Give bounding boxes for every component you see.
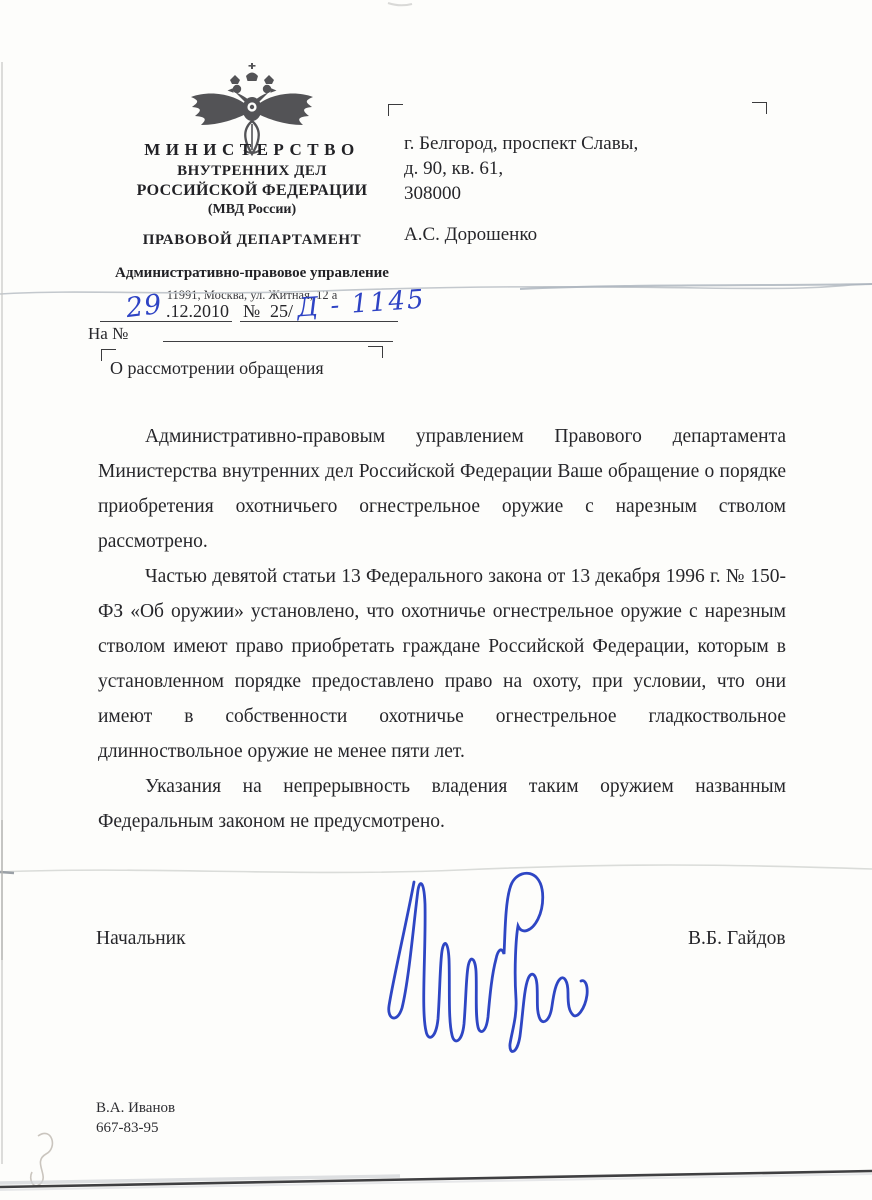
subject-corner-mark-right [368, 346, 383, 358]
executor-name: В.А. Иванов [96, 1100, 176, 1116]
body-paragraph-3: Указания на непрерывность владения таким оружием названным Федеральным законом не предусмотрено. [98, 776, 786, 832]
recipient-corner-mark-right [752, 102, 767, 114]
handwritten-date-day: 29 [124, 288, 165, 325]
executor-phone: 667-83-95 [96, 1120, 159, 1136]
handwritten-signature-icon [378, 858, 618, 1078]
recipient-block [404, 131, 638, 247]
recipient-address-line3: 308000 [404, 183, 461, 204]
printed-date: .12.2010 [166, 301, 229, 321]
letter-subject: О рассмотрении обращения [110, 358, 324, 378]
recipient-name: А.С. Дорошенко [404, 224, 538, 245]
ministry-name-line3: РОССИЙСКОЙ ФЕДЕРАЦИИ [136, 182, 368, 199]
ministry-name-line1: МИНИСТЕРСТВО [144, 140, 360, 159]
reply-to-number-label: На № [88, 324, 129, 343]
letter-body [98, 419, 786, 839]
executor-footer [96, 1098, 175, 1138]
signer-title: Начальник [96, 928, 186, 949]
handwritten-outgoing-number: Д - 1145 [296, 284, 427, 324]
body-paragraph-2: Частью девятой статьи 13 Федерального закона от 13 декабря 1996 г. № 150-ФЗ «Об оружии» установлено, что охотничье огнестрельное оружие с нарезным стволом имеют право приобретать граждане Российской Федерации, которым в установленном порядке предоставлено право на охоту, при условии, что они имеют в собственности охотничье огнестрельное гладкоствольное длинноствольное оружие не менее пяти лет. [98, 566, 786, 762]
recipient-address-line2: д. 90, кв. 61, [404, 158, 504, 179]
recipient-corner-mark-left [388, 104, 403, 116]
outgoing-number-prefix: 25/ [270, 301, 294, 321]
department-name: ПРАВОВОЙ ДЕПАРТАМЕНТ [142, 232, 362, 248]
recipient-address-line1: г. Белгород, проспект Славы, [404, 133, 639, 154]
division-name: Административно-правовое управление [115, 265, 389, 281]
number-sign-label: № [243, 301, 261, 321]
ministry-abbreviation: (МВД России) [207, 202, 297, 217]
number-underline [240, 321, 398, 322]
ministry-name-line2: ВНУТРЕННИХ ДЕЛ [177, 163, 327, 179]
body-paragraph-1: Административно-правовым управлением Правового департамента Министерства внутренних дел Российской Федерации Ваше обращение о порядке приобретения охотничьего огнестрельное оружие с нарезным стволом рассмотрено. [98, 426, 786, 552]
reply-number-blank-line [163, 341, 393, 342]
date-underline [100, 321, 232, 322]
signer-name: В.Б. Гайдов [688, 928, 786, 949]
sender-postal-address: 11991, Москва, ул. Житная, 12 а [166, 288, 338, 302]
letterhead [94, 140, 410, 303]
